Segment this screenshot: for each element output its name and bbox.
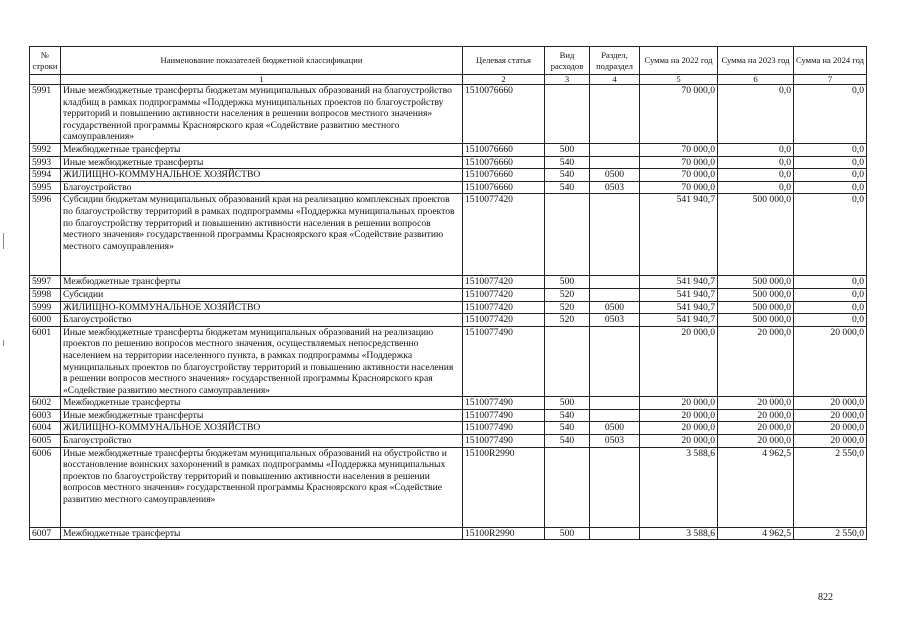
row-name: Субсидии бюджетам муниципальных образований края на реализацию комплексных проектов по благоустройству территорий в рамках подпрограммы «Поддержка муниципальных проектов по благоустройству территорий и повышению активности населения в решении вопросов местного значения» государственной программы Красноярского края «Содействие развитию местного самоуправления» [61, 194, 463, 276]
row-target-code: 1510077490 [463, 422, 545, 435]
scan-edge-mark [3, 340, 4, 346]
row-section: 0500 [590, 422, 640, 435]
row-target-code: 1510077420 [463, 276, 545, 289]
row-target-code: 1510077420 [463, 314, 545, 327]
row-number: 5991 [30, 85, 61, 144]
row-sum-2023: 500 000,0 [718, 301, 794, 314]
row-sum-2022: 20 000,0 [640, 409, 718, 422]
row-exp-type: 500 [545, 276, 590, 289]
row-number: 6000 [30, 314, 61, 327]
table-row [30, 194, 867, 276]
row-sum-2022: 541 940,7 [640, 194, 718, 276]
row-number: 6001 [30, 326, 61, 397]
row-target-code: 1510077490 [463, 435, 545, 448]
header-exp-type: Вид расходов [545, 47, 590, 75]
column-number: 7 [794, 75, 867, 85]
row-section: 0503 [590, 314, 640, 327]
row-sum-2023: 0,0 [718, 85, 794, 144]
row-exp-type: 540 [545, 169, 590, 182]
row-number: 6007 [30, 527, 61, 540]
row-number: 6003 [30, 409, 61, 422]
row-name: ЖИЛИЩНО-КОММУНАЛЬНОЕ ХОЗЯЙСТВО [61, 301, 463, 314]
row-sum-2023: 0,0 [718, 143, 794, 156]
table-row [30, 169, 867, 182]
header-name: Наименование показателей бюджетной классификации [61, 47, 463, 75]
row-target-code: 1510076660 [463, 156, 545, 169]
row-section [590, 527, 640, 540]
table-row [30, 422, 867, 435]
row-section: 0503 [590, 181, 640, 194]
row-number: 5998 [30, 288, 61, 301]
row-sum-2024: 0,0 [794, 156, 867, 169]
row-section [590, 156, 640, 169]
row-sum-2024: 20 000,0 [794, 422, 867, 435]
row-number: 5992 [30, 143, 61, 156]
row-exp-type [545, 326, 590, 397]
page-number: 822 [818, 592, 833, 603]
row-section [590, 447, 640, 527]
table-row [30, 447, 867, 527]
row-exp-type: 500 [545, 397, 590, 410]
row-sum-2023: 20 000,0 [718, 422, 794, 435]
header-row [30, 47, 867, 75]
row-sum-2023: 0,0 [718, 156, 794, 169]
row-section [590, 326, 640, 397]
row-sum-2024: 0,0 [794, 276, 867, 289]
row-exp-type: 520 [545, 301, 590, 314]
row-sum-2022: 20 000,0 [640, 435, 718, 448]
table-row [30, 326, 867, 397]
column-number: 2 [463, 75, 545, 85]
row-name: Благоустройство [61, 314, 463, 327]
row-sum-2024: 2 550,0 [794, 527, 867, 540]
table-row [30, 288, 867, 301]
row-name: ЖИЛИЩНО-КОММУНАЛЬНОЕ ХОЗЯЙСТВО [61, 422, 463, 435]
row-exp-type [545, 447, 590, 527]
row-target-code: 1510077420 [463, 194, 545, 276]
row-number: 6005 [30, 435, 61, 448]
row-number: 5994 [30, 169, 61, 182]
row-number: 5996 [30, 194, 61, 276]
column-number: 4 [590, 75, 640, 85]
row-sum-2024: 20 000,0 [794, 435, 867, 448]
row-sum-2024: 0,0 [794, 85, 867, 144]
row-target-code: 1510076660 [463, 143, 545, 156]
row-number: 5997 [30, 276, 61, 289]
row-section: 0500 [590, 169, 640, 182]
column-number: 1 [61, 75, 463, 85]
row-number: 6006 [30, 447, 61, 527]
row-sum-2022: 70 000,0 [640, 143, 718, 156]
row-section: 0503 [590, 435, 640, 448]
row-exp-type: 520 [545, 288, 590, 301]
row-section [590, 143, 640, 156]
column-number: 3 [545, 75, 590, 85]
column-number [30, 75, 61, 85]
table-row [30, 314, 867, 327]
row-target-code: 1510076660 [463, 169, 545, 182]
column-number-row [30, 75, 867, 85]
table-row [30, 156, 867, 169]
row-exp-type: 540 [545, 156, 590, 169]
row-sum-2024: 20 000,0 [794, 326, 867, 397]
row-sum-2024: 0,0 [794, 143, 867, 156]
table-row [30, 397, 867, 410]
row-sum-2022: 20 000,0 [640, 422, 718, 435]
header-row-no: № строки [30, 47, 61, 75]
column-number: 6 [718, 75, 794, 85]
row-sum-2023: 4 962,5 [718, 527, 794, 540]
row-name: Межбюджетные трансферты [61, 276, 463, 289]
table-row [30, 527, 867, 540]
row-section [590, 397, 640, 410]
row-name: Благоустройство [61, 181, 463, 194]
row-target-code: 1510077420 [463, 288, 545, 301]
row-number: 5993 [30, 156, 61, 169]
row-section [590, 194, 640, 276]
table-row [30, 85, 867, 144]
row-exp-type: 540 [545, 435, 590, 448]
row-target-code: 1510076660 [463, 181, 545, 194]
table-row [30, 301, 867, 314]
row-target-code: 1510077420 [463, 301, 545, 314]
row-sum-2023: 20 000,0 [718, 397, 794, 410]
row-sum-2022: 70 000,0 [640, 181, 718, 194]
header-sum-2023: Сумма на 2023 год [718, 47, 794, 75]
budget-table [29, 46, 867, 540]
row-exp-type: 520 [545, 314, 590, 327]
header-sum-2024: Сумма на 2024 год [794, 47, 867, 75]
row-name: Субсидии [61, 288, 463, 301]
row-exp-type: 540 [545, 409, 590, 422]
row-section [590, 85, 640, 144]
row-number: 6002 [30, 397, 61, 410]
row-target-code: 1510076660 [463, 85, 545, 144]
row-exp-type: 540 [545, 422, 590, 435]
row-target-code: 1510077490 [463, 397, 545, 410]
row-target-code: 15100R2990 [463, 447, 545, 527]
row-sum-2023: 20 000,0 [718, 435, 794, 448]
row-exp-type: 500 [545, 527, 590, 540]
row-number: 5995 [30, 181, 61, 194]
row-target-code: 1510077490 [463, 326, 545, 397]
row-sum-2022: 541 940,7 [640, 301, 718, 314]
row-target-code: 1510077490 [463, 409, 545, 422]
row-sum-2023: 500 000,0 [718, 276, 794, 289]
row-sum-2022: 70 000,0 [640, 85, 718, 144]
row-sum-2022: 70 000,0 [640, 156, 718, 169]
row-name: Межбюджетные трансферты [61, 143, 463, 156]
row-sum-2023: 20 000,0 [718, 409, 794, 422]
row-sum-2023: 500 000,0 [718, 314, 794, 327]
row-sum-2024: 20 000,0 [794, 409, 867, 422]
row-sum-2022: 20 000,0 [640, 397, 718, 410]
row-exp-type [545, 85, 590, 144]
scan-edge-mark [3, 233, 4, 249]
header-sum-2022: Сумма на 2022 год [640, 47, 718, 75]
row-name: Иные межбюджетные трансферты бюджетам муниципальных образований на реализацию проектов по решению вопросов местного значения, осуществляемых непосредственно населением на территории населенного пункта, в рамках подпрограммы «Поддержка муниципальных проектов по благоустройству территорий и повышению активности населения в решении вопросов местного значения» государственной программы Красноярского края «Содействие развитию местного самоуправления» [61, 326, 463, 397]
row-exp-type: 540 [545, 181, 590, 194]
row-sum-2024: 0,0 [794, 301, 867, 314]
row-name: Иные межбюджетные трансферты бюджетам муниципальных образований на обустройство и восстановление воинских захоронений в рамках подпрограммы «Поддержка муниципальных проектов по благоустройству территорий и повышению активности населения в решении вопросов местного значения» государственной программы Красноярского края «Содействие развитию местного самоуправления» [61, 447, 463, 527]
row-name: Межбюджетные трансферты [61, 527, 463, 540]
row-number: 6004 [30, 422, 61, 435]
row-sum-2024: 0,0 [794, 194, 867, 276]
row-exp-type: 500 [545, 143, 590, 156]
header-section: Раздел, подраздел [590, 47, 640, 75]
row-sum-2022: 3 588,6 [640, 527, 718, 540]
table-row [30, 435, 867, 448]
row-sum-2023: 4 962,5 [718, 447, 794, 527]
table-row [30, 143, 867, 156]
row-section: 0500 [590, 301, 640, 314]
row-sum-2022: 3 588,6 [640, 447, 718, 527]
column-number: 5 [640, 75, 718, 85]
table-row [30, 276, 867, 289]
row-sum-2024: 0,0 [794, 181, 867, 194]
table-row [30, 181, 867, 194]
row-exp-type [545, 194, 590, 276]
row-name: ЖИЛИЩНО-КОММУНАЛЬНОЕ ХОЗЯЙСТВО [61, 169, 463, 182]
row-sum-2023: 0,0 [718, 181, 794, 194]
row-sum-2022: 70 000,0 [640, 169, 718, 182]
row-number: 5999 [30, 301, 61, 314]
row-name: Иные межбюджетные трансферты [61, 156, 463, 169]
row-sum-2023: 0,0 [718, 169, 794, 182]
row-sum-2023: 20 000,0 [718, 326, 794, 397]
row-sum-2024: 0,0 [794, 169, 867, 182]
row-sum-2023: 500 000,0 [718, 194, 794, 276]
row-sum-2024: 2 550,0 [794, 447, 867, 527]
row-sum-2024: 0,0 [794, 314, 867, 327]
row-section [590, 276, 640, 289]
row-sum-2022: 541 940,7 [640, 314, 718, 327]
row-name: Иные межбюджетные трансферты бюджетам муниципальных образований на благоустройство кладбищ в рамках подпрограммы «Поддержка муниципальных проектов по благоустройству территорий и повышению активности населения в решении вопросов местного значения» государственной программы Красноярского края «Содействие развитию местного самоуправления» [61, 85, 463, 144]
header-target: Целевая статья [463, 47, 545, 75]
row-name: Благоустройство [61, 435, 463, 448]
row-sum-2023: 500 000,0 [718, 288, 794, 301]
row-name: Иные межбюджетные трансферты [61, 409, 463, 422]
row-name: Межбюджетные трансферты [61, 397, 463, 410]
row-sum-2022: 541 940,7 [640, 276, 718, 289]
row-sum-2022: 20 000,0 [640, 326, 718, 397]
table-row [30, 409, 867, 422]
row-sum-2024: 0,0 [794, 288, 867, 301]
row-section [590, 288, 640, 301]
row-section [590, 409, 640, 422]
row-target-code: 15100R2990 [463, 527, 545, 540]
row-sum-2022: 541 940,7 [640, 288, 718, 301]
row-sum-2024: 20 000,0 [794, 397, 867, 410]
